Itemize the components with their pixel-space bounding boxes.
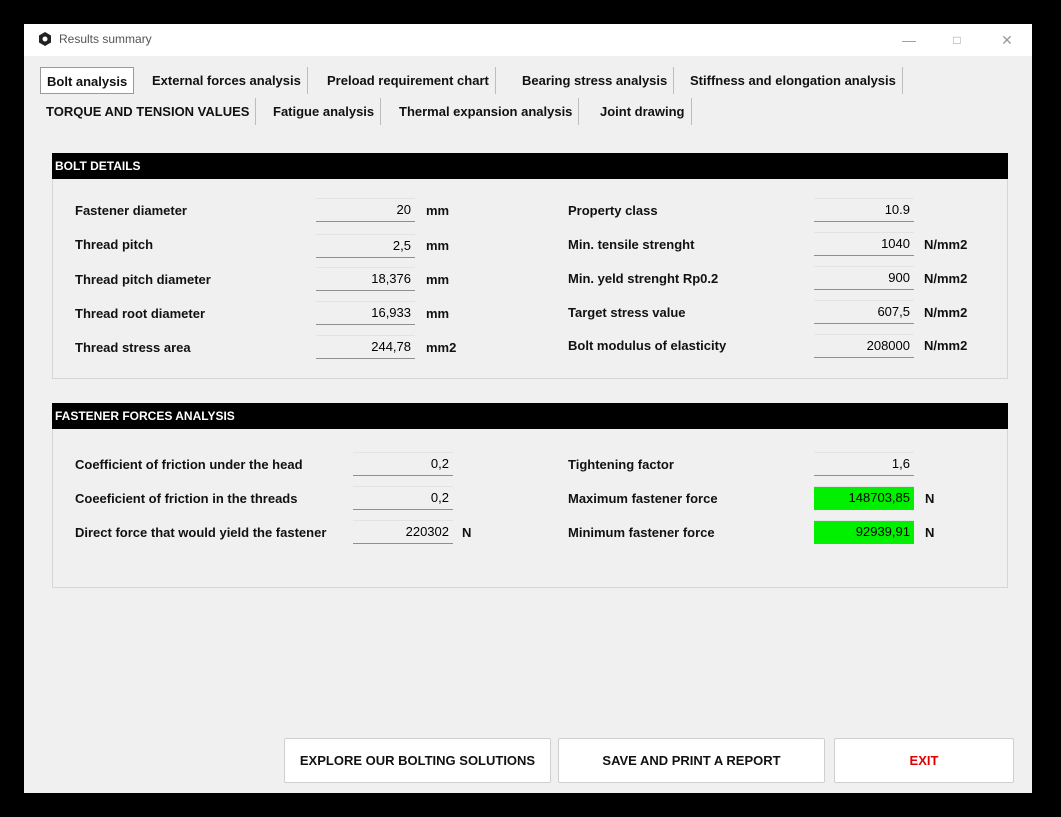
- fastener-diameter-unit: mm: [426, 203, 450, 218]
- tab-fatigue-analysis[interactable]: Fatigue analysis: [267, 98, 381, 125]
- tab-bolt-analysis[interactable]: Bolt analysis: [40, 67, 134, 94]
- tab-stiffness-and-elongation-analysis[interactable]: Stiffness and elongation analysis: [684, 67, 903, 94]
- maximize-button[interactable]: □: [953, 33, 961, 47]
- min-tensile-strength-label: Min. tensile strenght: [568, 237, 695, 252]
- thread-root-diameter-value: 16,933: [316, 301, 415, 325]
- thread-root-diameter-unit: mm: [426, 306, 450, 321]
- tab-joint-drawing[interactable]: Joint drawing: [594, 98, 692, 125]
- thread-pitch-diameter-unit: mm: [426, 272, 450, 287]
- tab-torque-and-tension-values[interactable]: TORQUE AND TENSION VALUES: [40, 98, 256, 125]
- bolt-modulus-label: Bolt modulus of elasticity: [568, 338, 727, 353]
- tab-thermal-expansion-analysis[interactable]: Thermal expansion analysis: [393, 98, 579, 125]
- min-tensile-strength-value: 1040: [814, 232, 914, 256]
- direct-yield-force-unit: N: [462, 525, 472, 540]
- thread-root-diameter-label: Thread root diameter: [75, 306, 206, 321]
- friction-in-threads-label: Coeeficient of friction in the threads: [75, 491, 298, 506]
- bolt-details-panel: [52, 153, 1008, 379]
- thread-pitch-unit: mm: [426, 238, 450, 253]
- direct-yield-force-value: 220302: [353, 520, 453, 544]
- friction-in-threads-value: 0,2: [353, 486, 453, 510]
- tightening-factor-label: Tightening factor: [568, 457, 674, 472]
- property-class-value: 10.9: [814, 198, 914, 222]
- thread-pitch-label: Thread pitch: [75, 237, 154, 252]
- friction-under-head-label: Coefficient of friction under the head: [75, 457, 303, 472]
- thread-pitch-diameter-value: 18,376: [316, 267, 415, 291]
- min-fastener-force-value: 92939,91: [814, 520, 914, 544]
- title-bar: [24, 24, 1032, 56]
- exit-button[interactable]: EXIT: [834, 738, 1014, 783]
- window-title: Results summary: [59, 32, 152, 46]
- min-fastener-force-label: Minimum fastener force: [568, 525, 715, 540]
- bolt-details-header: BOLT DETAILS: [52, 153, 1008, 179]
- thread-stress-area-value: 244,78: [316, 335, 415, 359]
- max-fastener-force-unit: N: [925, 491, 935, 506]
- minimize-button[interactable]: —: [902, 32, 916, 48]
- tab-external-forces-analysis[interactable]: External forces analysis: [146, 67, 308, 94]
- bolt-modulus-unit: N/mm2: [924, 338, 968, 353]
- thread-stress-area-unit: mm2: [426, 340, 457, 355]
- fastener-forces-panel: [52, 403, 1008, 588]
- max-fastener-force-value: 148703,85: [814, 486, 914, 510]
- bolt-modulus-value: 208000: [814, 334, 914, 358]
- explore-bolting-solutions-button[interactable]: EXPLORE OUR BOLTING SOLUTIONS: [284, 738, 551, 783]
- close-button[interactable]: ✕: [1001, 32, 1013, 48]
- fastener-forces-header: FASTENER FORCES ANALYSIS: [52, 403, 1008, 429]
- tightening-factor-value: 1,6: [814, 452, 914, 476]
- fastener-diameter-label: Fastener diameter: [75, 203, 187, 218]
- max-fastener-force-label: Maximum fastener force: [568, 491, 718, 506]
- friction-under-head-value: 0,2: [353, 452, 453, 476]
- property-class-label: Property class: [568, 203, 658, 218]
- min-tensile-strength-unit: N/mm2: [924, 237, 968, 252]
- thread-stress-area-label: Thread stress area: [75, 340, 191, 355]
- direct-yield-force-label: Direct force that would yield the fastener: [75, 525, 327, 540]
- app-icon: [38, 32, 52, 46]
- min-yield-strength-value: 900: [814, 266, 914, 290]
- thread-pitch-diameter-label: Thread pitch diameter: [75, 272, 211, 287]
- tab-bearing-stress-analysis[interactable]: Bearing stress analysis: [516, 67, 674, 94]
- target-stress-value-unit: N/mm2: [924, 305, 968, 320]
- tab-preload-requirement-chart[interactable]: Preload requirement chart: [321, 67, 496, 94]
- thread-pitch-value: 2,5: [316, 234, 415, 258]
- min-fastener-force-unit: N: [925, 525, 935, 540]
- target-stress-value-value: 607,5: [814, 300, 914, 324]
- save-and-print-report-button[interactable]: SAVE AND PRINT A REPORT: [558, 738, 825, 783]
- min-yield-strength-label: Min. yeld strenght Rp0.2: [568, 271, 719, 286]
- min-yield-strength-unit: N/mm2: [924, 271, 968, 286]
- results-summary-window: [24, 24, 1032, 793]
- target-stress-value-label: Target stress value: [568, 305, 686, 320]
- fastener-diameter-value: 20: [316, 198, 415, 222]
